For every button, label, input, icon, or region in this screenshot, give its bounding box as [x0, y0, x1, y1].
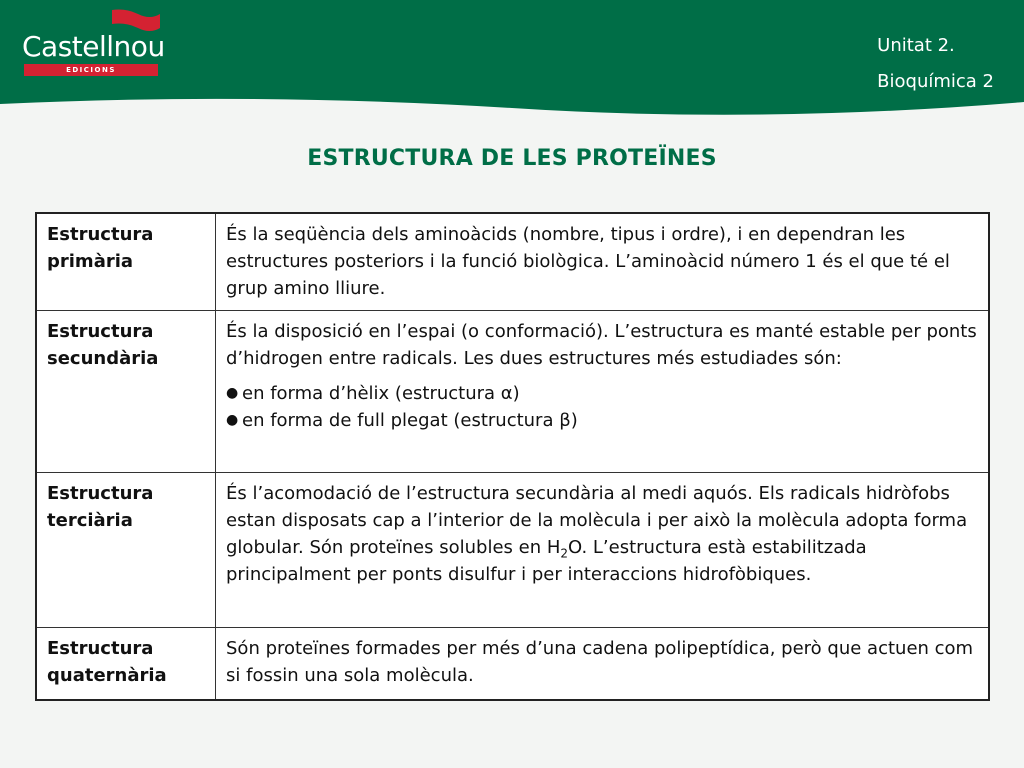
publisher-logo: [16, 8, 165, 82]
list-item-text: en forma de full plegat (estructura β): [242, 410, 578, 431]
table-row: [36, 311, 989, 473]
row-description-part: És l’acomodació de l’estructura secundària al medi aquós. Els radicals hidròfobs estan disposats cap a l’interior de la molècula i per això la molècula adopta forma globular. Són proteïnes solubles en H: [226, 483, 968, 558]
unit-topic: Bioquímica 2: [877, 71, 994, 92]
logo-bar: [24, 64, 158, 76]
row-description: És la seqüència dels aminoàcids (nombre, tipus i ordre), i en dependran les estructures posteriors i la funció biològica. L’aminoàcid número 1 és el que té el grup amino lliure.: [216, 213, 990, 311]
logo-subtitle: EDICIONS: [66, 66, 116, 74]
table-row: [36, 628, 989, 700]
row-label-line: Estructura: [47, 483, 154, 504]
unit-number: Unitat 2.: [877, 35, 955, 56]
row-label: [36, 628, 216, 700]
row-label-line: Estructura: [47, 638, 154, 659]
subscript: 2: [560, 546, 569, 561]
row-label: [36, 213, 216, 311]
row-label: [36, 473, 216, 628]
table-row: [36, 213, 989, 311]
row-description: [216, 473, 990, 628]
row-description-part: O. L’estructura està estabilitzada principalment per ponts disulfur i per interaccions hidrofòbiques.: [226, 537, 867, 585]
row-description: És la disposició en l’espai (o conformació). L’estructura es manté estable per ponts d’hidrogen entre radicals. Les dues estructures més estudiades són:: [226, 321, 977, 369]
protein-structure-table: [35, 212, 990, 701]
row-description: Són proteïnes formades per més d’una cadena polipeptídica, però que actuen com si fossin una sola molècula.: [216, 628, 990, 700]
row-description-cell: [216, 311, 990, 473]
row-label-line: primària: [47, 251, 134, 272]
row-label-line: Estructura: [47, 224, 154, 245]
bullet-list: [226, 380, 978, 434]
list-item: [226, 380, 978, 407]
table-row: [36, 473, 989, 628]
row-label-line: secundària: [47, 348, 159, 369]
unit-label: [877, 28, 994, 100]
bullet-icon: ●: [226, 412, 239, 428]
logo-wordmark: Castellnou: [22, 30, 165, 63]
list-item: [226, 407, 978, 434]
page-title: ESTRUCTURA DE LES PROTEÏNES: [307, 146, 717, 171]
row-label: [36, 311, 216, 473]
row-label-line: terciària: [47, 510, 133, 531]
header-banner: [0, 0, 1024, 118]
list-item-text: en forma d’hèlix (estructura α): [242, 383, 520, 404]
row-label-line: Estructura: [47, 321, 154, 342]
row-label-line: quaternària: [47, 665, 167, 686]
bullet-icon: ●: [226, 385, 239, 401]
